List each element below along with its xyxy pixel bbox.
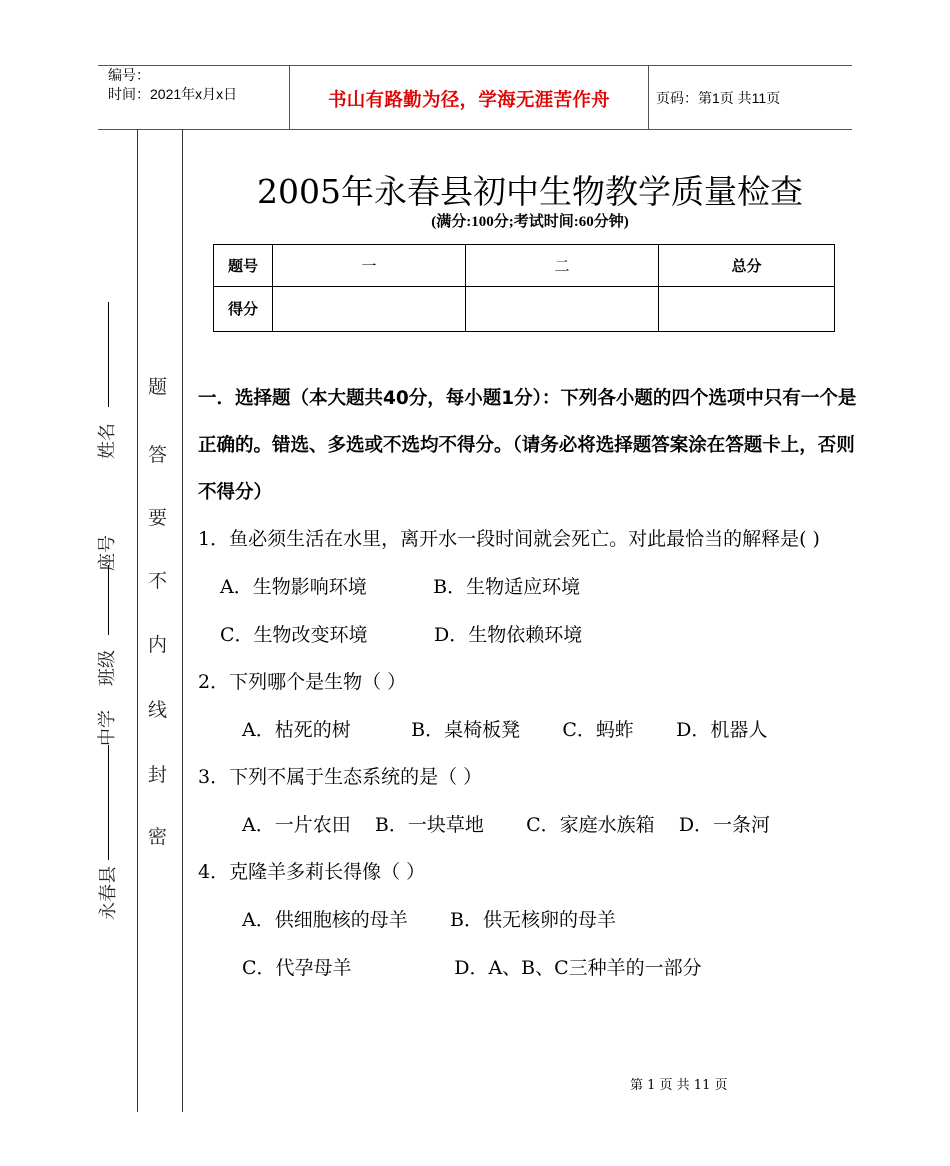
header-bottom-rule xyxy=(98,129,852,130)
school-field-label: 中学 xyxy=(97,710,118,746)
col-head: 一 xyxy=(273,245,466,287)
seal-char: 答 xyxy=(148,444,168,466)
question-content xyxy=(198,375,866,992)
section-heading: 一．选择题（本大题共40分，每小题1分）：下列各小题的四个选项中只有一个是正确的。错选、多选或不选均不得分。（请务必将选择题答案涂在答题卡上，否则不得分） xyxy=(198,388,857,503)
header-divider xyxy=(648,65,649,129)
header-meta xyxy=(108,66,237,104)
score-table xyxy=(213,244,835,332)
question-options: C．生物改变环境 D．生物依赖环境 xyxy=(220,624,583,646)
seal-char: 密 xyxy=(148,826,168,848)
question-options: A．枯死的树 B．桌椅板凳 C．蚂蚱 D．机器人 xyxy=(242,719,768,741)
question-options: A．一片农田 B．一块草地 C．家庭水族箱 D．一条河 xyxy=(242,814,771,836)
page-title: 2005年永春县初中生物教学质量检查 xyxy=(257,172,803,211)
time-label: 时间：2021年x月x日 xyxy=(108,86,238,102)
question-stem: 3．下列不属于生态系统的是（ ） xyxy=(198,766,483,788)
class-field-label: 班级 xyxy=(97,650,118,686)
seal-char: 不 xyxy=(148,570,168,592)
row-head-score: 得分 xyxy=(214,287,273,332)
page-footer: 第 1 页 共 11 页 xyxy=(630,1078,728,1093)
header-motto: 书山有路勤为径，学海无涯苦作舟 xyxy=(327,90,610,111)
score-table-score-row xyxy=(214,287,835,332)
page-subtitle: (满分:100分;考试时间:60分钟) xyxy=(431,214,629,230)
score-cell xyxy=(659,287,835,332)
header-page-info: 页码：第1页 共11页 xyxy=(656,90,781,106)
seal-char: 封 xyxy=(148,764,168,786)
col-head: 总分 xyxy=(659,245,835,287)
col-head: 二 xyxy=(466,245,659,287)
seat-field-line xyxy=(108,565,109,635)
binding-line xyxy=(137,129,138,1112)
seal-char: 题 xyxy=(148,376,168,398)
seal-char: 内 xyxy=(148,634,168,656)
header-divider xyxy=(289,65,290,129)
score-cell xyxy=(273,287,466,332)
binding-line xyxy=(182,129,183,1112)
number-label: 编号： xyxy=(108,67,150,83)
seat-field-label: 座号 xyxy=(97,535,118,571)
question-stem: 2．下列哪个是生物（ ） xyxy=(198,671,407,693)
county-field-label: 永春县 xyxy=(98,866,119,920)
question-stem: 1．鱼必须生活在水里，离开水一段时间就会死亡。对此最恰当的解释是( ) xyxy=(198,528,820,550)
seal-char: 线 xyxy=(148,699,168,721)
score-cell xyxy=(466,287,659,332)
seal-char: 要 xyxy=(148,507,168,529)
question-options: C．代孕母羊 D．A、B、C三种羊的一部分 xyxy=(242,957,702,979)
school-field-line xyxy=(108,745,109,860)
name-field-line xyxy=(108,302,109,407)
question-options: A．供细胞核的母羊 B．供无核卵的母羊 xyxy=(242,909,616,931)
name-field-label: 姓名 xyxy=(97,423,118,459)
score-table-header-row xyxy=(214,245,835,287)
question-stem: 4．克隆羊多莉长得像（ ） xyxy=(198,861,426,883)
question-options: A．生物影响环境 B．生物适应环境 xyxy=(220,576,581,598)
row-head-question: 题号 xyxy=(214,245,273,287)
